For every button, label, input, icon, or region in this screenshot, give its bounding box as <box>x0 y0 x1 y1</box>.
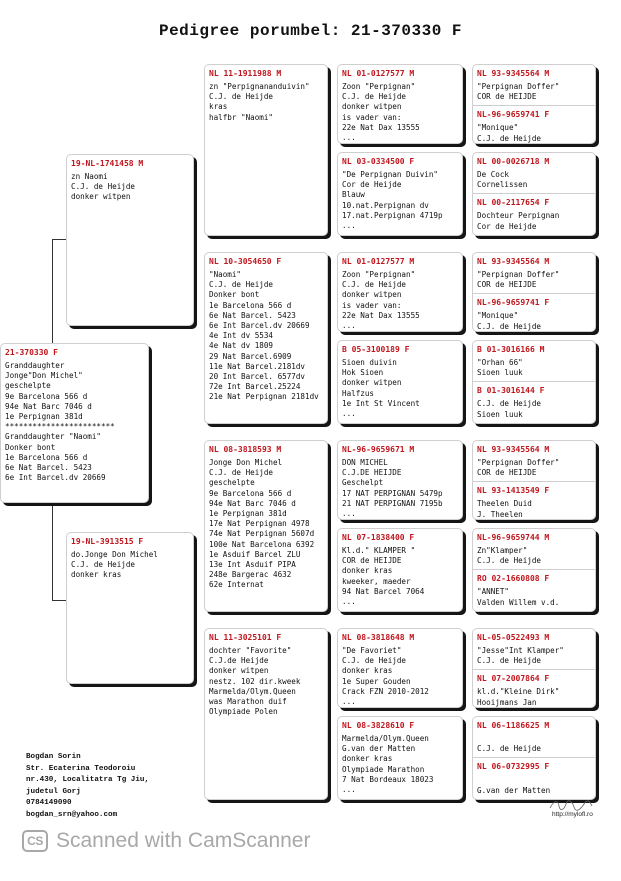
card-lines <box>342 458 458 519</box>
card-line: C.J. de Heijde <box>342 280 407 290</box>
card-line: 74e Nat Perpignan 5607d <box>209 529 315 539</box>
card-line: Granddaughter <box>5 361 65 370</box>
g5-pair-card[interactable] <box>472 528 596 612</box>
ring-number: 19-NL-1741458 M <box>71 159 144 168</box>
card-line: 11e Nat Barcel.2181dv <box>209 361 306 371</box>
card-line: Marmelda/Olym.Queen <box>342 734 429 743</box>
great-grandparent-card[interactable] <box>337 152 463 236</box>
ring-number: NL-05-0522493 M <box>477 633 550 642</box>
card-line: 13e Int Asduif PIPA <box>209 560 296 570</box>
page-title: Pedigree porumbel: 21-370330 F <box>158 22 463 40</box>
ring-number: NL 93-9345564 M <box>477 69 550 78</box>
card-line: halfbr "Naomi" <box>209 112 274 122</box>
card-line: Granddaughter "Naomi" <box>5 432 102 442</box>
card-lines <box>342 734 458 795</box>
card-line: zn "Perpignananduivin" <box>209 82 310 91</box>
owner-name: Bogdan Sorin <box>26 753 81 761</box>
card-line: was Marathon duif <box>209 697 287 707</box>
card-line: Kl.d." KLAMPER " <box>342 546 416 555</box>
card-line: Zoon "Perpignan" <box>342 82 416 91</box>
card-line: 4e Int dv 5534 <box>209 331 274 341</box>
card-line: Jonge"Don Michel" <box>5 371 83 381</box>
ring-number: NL 93-1413549 F <box>477 486 550 496</box>
card-line: C.J. de Heijde <box>209 92 274 102</box>
card-line: 6e Int Barcel.dv 20669 <box>5 473 106 483</box>
owner-county: judetul Gorj <box>26 787 81 796</box>
card-line: Olympiade Polen <box>209 707 278 717</box>
card-line: C.J. de Heijde <box>71 182 136 192</box>
great-grandparent-card[interactable] <box>337 528 463 612</box>
card-lines <box>477 775 591 795</box>
card-line: donker kras <box>71 570 122 580</box>
card-line: C.J. de Heijde <box>477 744 542 754</box>
card-line: COR de HEIJDE <box>477 468 537 478</box>
ring-number: NL-96-9659741 F <box>477 110 550 120</box>
card-line: 1e Perpignan 381d <box>209 509 287 519</box>
dam-card[interactable] <box>66 532 194 684</box>
card-line: zn Naomi <box>71 172 108 181</box>
card-line: G.van der Matten <box>342 744 416 754</box>
divider <box>473 293 595 294</box>
ring-number: NL 07-2007864 F <box>477 674 550 684</box>
card-lines <box>477 687 591 707</box>
card-lines <box>477 499 591 519</box>
card-line: C.J. de Heijde <box>477 399 542 409</box>
card-line: 6e Nat Barcel. 5423 <box>209 310 296 320</box>
card-lines <box>477 546 591 566</box>
divider <box>473 381 595 382</box>
card-lines <box>342 358 458 419</box>
card-line: "De Perpignan Duivin" <box>342 170 439 179</box>
great-grandparent-card[interactable] <box>337 716 463 800</box>
card-line: COR de HEIJDE <box>477 92 537 102</box>
card-line: J. Theelen <box>477 509 523 519</box>
owner-address <box>26 752 149 822</box>
card-line: 94e Nat Barc 7046 d <box>5 401 92 411</box>
card-lines <box>477 646 591 666</box>
card-line: 4e Nat dv 1809 <box>209 341 274 351</box>
card-line: 17e Nat Perpignan 4978 <box>209 519 310 529</box>
card-line: Cornelissen <box>477 180 528 190</box>
card-line: 9e Barcelona 566 d <box>209 488 292 498</box>
ring-number: B 01-3016166 M <box>477 345 545 354</box>
divider <box>473 669 595 670</box>
divider <box>473 105 595 106</box>
ring-number: 21-370330 F <box>5 348 58 357</box>
card-line: 20 Int Barcel. 6577dv <box>209 372 306 382</box>
great-grandparent-card[interactable] <box>337 440 463 520</box>
card-line: do.Jonge Don Michel <box>71 550 158 559</box>
card-line: 94e Nat Barc 7046 d <box>209 498 296 508</box>
ring-number: NL 01-0127577 M <box>342 69 415 78</box>
card-line: donker kras <box>342 754 393 764</box>
divider <box>473 569 595 570</box>
ring-number: NL 10-3054650 F <box>209 257 282 266</box>
card-line: C.J. de Heijde <box>477 656 542 666</box>
card-lines <box>477 734 591 754</box>
card-line: Zoon "Perpignan" <box>342 270 416 279</box>
card-lines <box>477 399 591 419</box>
card-line: "ANNET" <box>477 587 510 597</box>
card-line: 62e Internat <box>209 580 264 590</box>
card-line: "Perpignan Doffer" <box>477 458 560 467</box>
card-lines <box>477 170 591 190</box>
card-lines <box>342 170 458 231</box>
card-line: Zn"Klamper" <box>477 546 528 555</box>
card-line: "Jesse"Int Klamper" <box>477 646 564 655</box>
card-line: 21 NAT PERPIGNAN 7195b <box>342 498 443 508</box>
card-line: C.J. de Heijde <box>477 556 542 566</box>
card-line: geschelpte <box>209 478 255 488</box>
card-line: De Cock <box>477 170 510 179</box>
ring-number: NL 06-0732995 F <box>477 762 550 772</box>
great-grandparent-card[interactable] <box>337 252 463 332</box>
card-line <box>477 734 591 744</box>
card-line: is vader van: <box>342 112 402 122</box>
g5-pair-card[interactable] <box>472 252 596 332</box>
card-line: COR de HEIJDE <box>477 280 537 290</box>
grandparent-card[interactable] <box>204 64 328 236</box>
card-lines <box>477 82 591 102</box>
card-line: donker witpen <box>342 378 402 388</box>
ring-number: NL 08-3828610 F <box>342 721 415 730</box>
card-line: C.J. de Heijde <box>342 656 407 666</box>
card-line: ... <box>342 697 356 707</box>
card-line: ... <box>342 409 356 419</box>
card-line: Cor de Heijde <box>477 221 537 231</box>
card-line: kl.d."Kleine Dirk" <box>477 687 560 697</box>
g5-pair-card[interactable] <box>472 628 596 708</box>
watermark-text: Scanned with CamScanner <box>56 829 311 852</box>
card-line: COR de HEIJDE <box>342 556 402 566</box>
ring-number: NL-96-9659671 M <box>342 445 415 454</box>
card-lines <box>5 361 144 483</box>
card-line: 94 Nat Barcel 7064 <box>342 586 425 596</box>
grandparent-card[interactable] <box>204 628 328 800</box>
card-line: ... <box>342 597 356 607</box>
card-line: "Perpignan Doffer" <box>477 270 560 279</box>
card-lines <box>342 270 458 331</box>
card-lines <box>477 123 591 143</box>
card-line: "Monique" <box>477 123 519 133</box>
card-line: 22e Nat Dax 13555 <box>342 122 420 132</box>
card-lines <box>71 172 189 203</box>
card-line: C.J. de Heijde <box>209 468 274 478</box>
card-line: 1e Perpignan 381d <box>5 412 83 422</box>
card-line: C.J. de Heijde <box>477 321 542 331</box>
card-line: ... <box>342 321 356 331</box>
owner-street: Str. Ecaterina Teodoroiu <box>26 764 136 773</box>
card-line: Geschelpt <box>342 478 384 488</box>
card-lines <box>209 458 323 591</box>
card-line: donker witpen <box>342 290 402 300</box>
card-line: Jonge Don Michel <box>209 458 283 467</box>
owner-phone: 0784149090 <box>26 799 72 808</box>
ring-number: NL 08-3818593 M <box>209 445 282 454</box>
ring-number: NL-96-9659744 M <box>477 533 550 542</box>
ring-number: RO 02-1660808 F <box>477 574 550 584</box>
ring-number: B 05-3100189 F <box>342 345 410 354</box>
g5-pair-card[interactable] <box>472 340 596 424</box>
ring-number: NL 11-1911988 M <box>209 69 282 78</box>
card-line: 22e Nat Dax 13555 <box>342 310 420 320</box>
signature-icon <box>548 798 594 812</box>
ring-number: NL 07-1838400 F <box>342 533 415 542</box>
ring-number: NL 06-1186625 M <box>477 721 550 730</box>
card-line: Sioen luuk <box>477 368 523 378</box>
card-line: C.J.DE HEIJDE <box>342 468 402 478</box>
card-line: 9e Barcelona 566 d <box>5 391 88 401</box>
card-line: 29 Nat Barcel.6909 <box>209 351 292 361</box>
subject-pigeon-card[interactable] <box>0 343 149 503</box>
camscanner-logo-icon: CS <box>22 830 48 852</box>
card-line: ... <box>342 785 356 795</box>
card-line: Theelen Duid <box>477 499 532 509</box>
card-line: 1e Barcelona 566 d <box>209 300 292 310</box>
card-line: "Monique" <box>477 311 519 321</box>
card-line: Dochteur Perpignan <box>477 211 560 221</box>
grandparent-card[interactable] <box>204 440 328 612</box>
card-line: C.J. de Heijde <box>209 280 274 290</box>
ring-number: NL 03-0334500 F <box>342 157 415 166</box>
card-line: dochter "Favorite" <box>209 646 292 655</box>
owner-email[interactable]: bogdan_srn@yahoo.com <box>26 810 118 819</box>
card-line: donker witpen <box>209 666 269 676</box>
card-lines <box>71 550 189 581</box>
card-line: kweeker, maeder <box>342 576 411 586</box>
card-lines <box>342 82 458 143</box>
card-line: Valden Willem v.d. <box>477 597 560 607</box>
card-line: Marmelda/Olym.Queen <box>209 686 296 696</box>
card-line: 1e Int St Vincent <box>342 398 420 408</box>
card-line: Crack FZN 2010-2012 <box>342 686 429 696</box>
card-line: 6e Nat Barcel. 5423 <box>5 463 92 473</box>
card-line: Cor de Heijde <box>342 180 402 190</box>
card-line: 17.nat.Perpignan 4719p <box>342 210 443 220</box>
card-line: ... <box>342 509 356 519</box>
card-line: ... <box>342 133 356 143</box>
card-line: "Orhan 66" <box>477 358 523 367</box>
card-line: ************************ <box>5 422 115 432</box>
card-lines <box>477 587 591 607</box>
divider <box>473 193 595 194</box>
ring-number: NL 11-3025101 F <box>209 633 282 642</box>
ring-number: NL 00-0026718 M <box>477 157 550 166</box>
card-line: Blauw <box>342 190 365 200</box>
card-line: donker witpen <box>71 192 131 202</box>
card-line: 1e Barcelona 566 d <box>5 452 88 462</box>
card-line: Hooijmans Jan <box>477 697 537 707</box>
g5-pair-card[interactable] <box>472 716 596 800</box>
card-line: donker kras <box>342 666 393 676</box>
card-line: "Perpignan Doffer" <box>477 82 560 91</box>
ring-number: NL 93-9345564 M <box>477 445 550 454</box>
card-line: C.J. de Heijde <box>477 133 542 143</box>
grandparent-card[interactable] <box>204 252 328 424</box>
card-line: 1e Asduif Barcel ZLU <box>209 549 301 559</box>
card-line: 72e Int Barcel.25224 <box>209 382 301 392</box>
ring-number: NL 93-9345564 M <box>477 257 550 266</box>
g5-pair-card[interactable] <box>472 440 596 520</box>
card-lines <box>477 458 591 478</box>
card-line: Olympiade Marathon <box>342 764 425 774</box>
ring-number: NL 01-0127577 M <box>342 257 415 266</box>
website-link[interactable]: http://mylofl.ro <box>552 811 593 818</box>
card-line: C.J.de Heijde <box>209 656 269 666</box>
card-line: G.van der Matten <box>477 785 551 795</box>
card-line: 21e Nat Perpignan 2181dv <box>209 392 319 402</box>
card-lines <box>209 646 323 717</box>
card-line: donker kras <box>342 566 393 576</box>
card-line: DON MICHEL <box>342 458 388 467</box>
divider <box>473 757 595 758</box>
card-line: donker witpen <box>342 102 402 112</box>
camscanner-watermark <box>22 829 310 853</box>
card-line: 7 Nat Bordeaux 18023 <box>342 774 434 784</box>
card-line: Sioen duivin <box>342 358 397 367</box>
ring-number: B 01-3016144 F <box>477 386 545 396</box>
card-lines <box>342 646 458 707</box>
ring-number: NL 08-3818648 M <box>342 633 415 642</box>
ring-number: 19-NL-3913515 F <box>71 537 144 546</box>
card-lines <box>209 82 323 123</box>
card-line: ... <box>342 221 356 231</box>
card-line: Sioen luuk <box>477 409 523 419</box>
card-line: Donker bont <box>5 442 56 452</box>
g5-pair-card[interactable] <box>472 64 596 144</box>
ring-number: NL 00-2117654 F <box>477 198 550 208</box>
ring-number: NL-96-9659741 F <box>477 298 550 308</box>
great-grandparent-card[interactable] <box>337 628 463 708</box>
card-line: is vader van: <box>342 300 402 310</box>
card-line: Hok Sioen <box>342 368 384 378</box>
card-line: "Naomi" <box>209 270 242 279</box>
card-line: 1e Super Gouden <box>342 676 411 686</box>
card-line: 10.nat.Perpignan dv <box>342 200 429 210</box>
card-line: nestz. 102 dir.kweek <box>209 676 301 686</box>
divider <box>473 481 595 482</box>
card-line: 248e Bargerac 4632 <box>209 570 292 580</box>
card-line: kras <box>209 102 228 112</box>
card-line: "De Favoriet" <box>342 646 402 655</box>
card-line: 6e Int Barcel.dv 20669 <box>209 321 310 331</box>
card-lines <box>477 211 591 231</box>
owner-locality: nr.430, Localitatra Tg Jiu, <box>26 776 150 785</box>
card-line: 17 NAT PERPIGNAN 5479p <box>342 488 443 498</box>
g5-pair-card[interactable] <box>472 152 596 236</box>
sire-card[interactable] <box>66 154 194 326</box>
card-lines <box>209 270 323 403</box>
card-lines <box>342 546 458 607</box>
card-line <box>477 775 591 785</box>
card-lines <box>477 270 591 290</box>
card-line: Donker bont <box>209 290 260 300</box>
card-lines <box>477 358 591 378</box>
card-line: C.J. de Heijde <box>342 92 407 102</box>
great-grandparent-card[interactable] <box>337 340 463 424</box>
card-line: 100e Nat Barcelona 6392 <box>209 539 315 549</box>
great-grandparent-card[interactable] <box>337 64 463 144</box>
card-lines <box>477 311 591 331</box>
card-line: Halfzus <box>342 388 375 398</box>
card-line: geschelpte <box>5 381 51 391</box>
card-line: C.J. de Heijde <box>71 560 136 570</box>
